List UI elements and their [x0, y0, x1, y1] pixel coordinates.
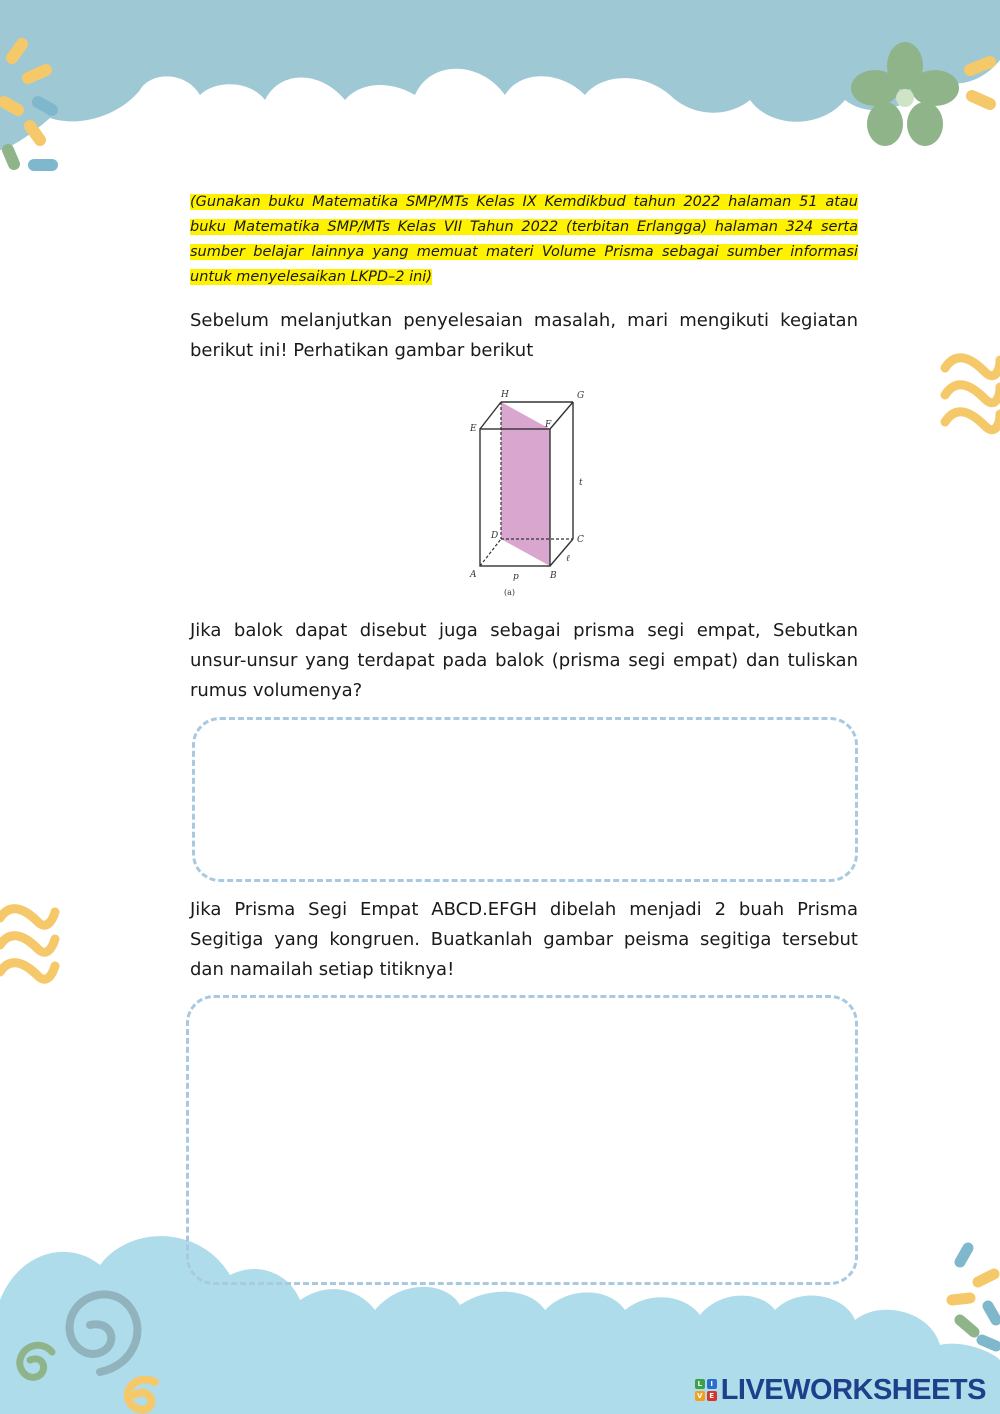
- figure-caption: (a): [504, 588, 516, 597]
- question-2: Jika Prisma Segi Empat ABCD.EFGH dibelah menjadi 2 buah Prisma Segitiga yang kongruen. Buatkanlah gambar peisma segitiga tersebut dan namailah setiap titiknya!: [190, 899, 858, 980]
- intro-paragraph: Sebelum melanjutkan penyelesaian masalah, mari mengikuti kegiatan berikut ini! Perhatikan gambar berikut: [190, 310, 858, 361]
- label-D: D: [491, 531, 499, 541]
- label-l: ℓ: [566, 554, 570, 564]
- highlighted-note-text: (Gunakan buku Matematika SMP/MTs Kelas IX Kemdikbud tahun 2022 halaman 51 atau buku Matematika SMP/MTs Kelas VII Tahun 2022 (terbitan Erlangga) halaman 324 serta sumber belajar lainnya yang memuat materi Volume Prisma sebagai sumber informasi untuk menyelesaikan LKPD–2 ini): [190, 194, 858, 285]
- diagonal-plane: [501, 402, 550, 566]
- source-instruction-note: [190, 190, 858, 290]
- wave-decoration-left: [0, 909, 55, 980]
- prism-figure: [460, 385, 600, 600]
- label-A: A: [470, 570, 477, 580]
- label-G: G: [577, 391, 585, 401]
- label-t: t: [579, 478, 583, 488]
- top-cloud-decoration: [0, 0, 1000, 150]
- wave-decoration: [945, 358, 1000, 430]
- label-F: F: [545, 420, 552, 430]
- label-E: E: [470, 424, 477, 434]
- logo-mark-icon: L I V E: [695, 1379, 717, 1401]
- question-1: Jika balok dapat disebut juga sebagai prisma segi empat, Sebutkan unsur-unsur yang terdapat pada balok (prisma segi empat) dan tuliskan rumus volumenya?: [190, 620, 858, 701]
- label-C: C: [577, 535, 584, 545]
- answer-box-2[interactable]: [186, 995, 858, 1285]
- label-B: B: [550, 571, 557, 581]
- liveworksheets-logo[interactable]: [695, 1374, 986, 1406]
- label-H: H: [501, 390, 509, 400]
- answer-box-1[interactable]: [192, 717, 858, 882]
- label-p: p: [513, 572, 519, 582]
- sprinkle-decoration-bottom: [952, 1248, 996, 1346]
- logo-text: LIVEWORKSHEETS: [720, 1373, 986, 1406]
